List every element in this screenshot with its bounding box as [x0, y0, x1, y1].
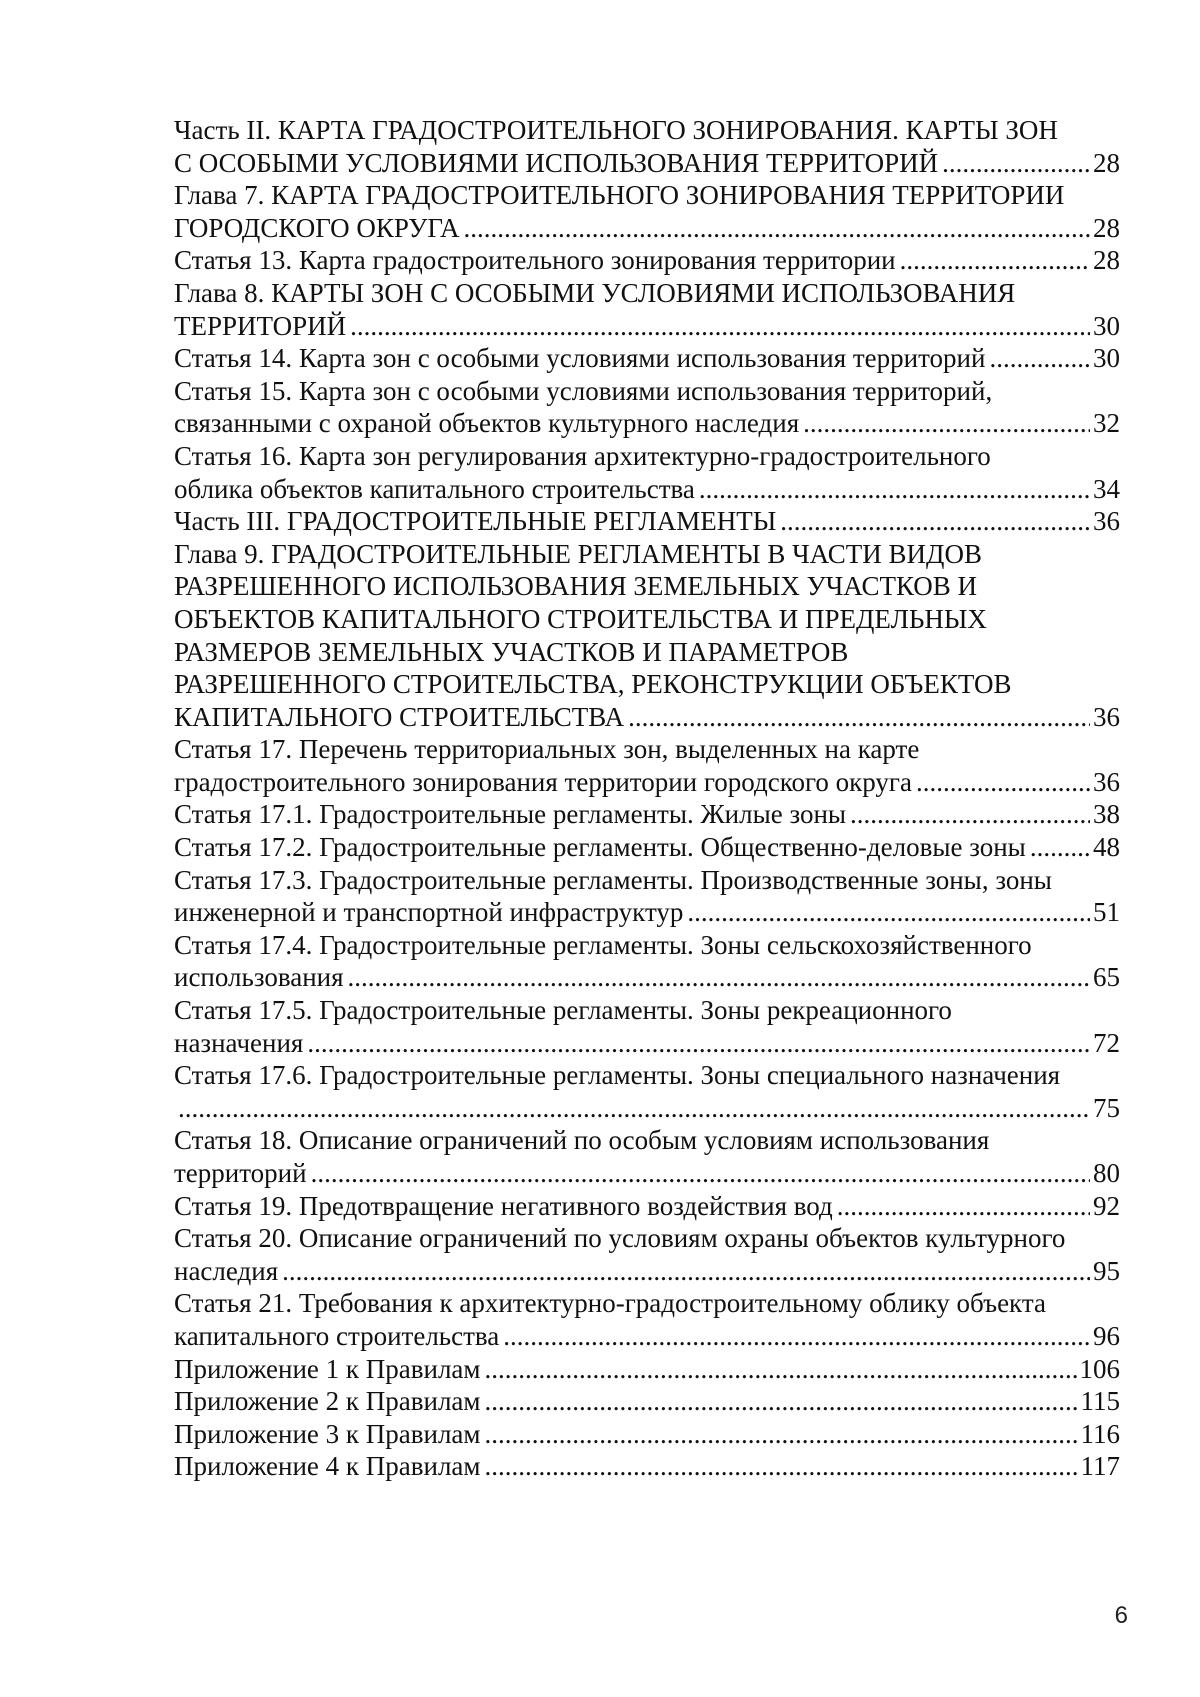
dot-leader: [485, 1418, 1078, 1451]
toc-entry-last-line: [174, 798, 1120, 831]
toc-entry[interactable]: [174, 538, 1120, 734]
toc-entry-last-line: [174, 310, 1120, 343]
toc-entry-title: Приложение 1 к Правилам: [174, 1353, 481, 1384]
dot-leader: [989, 342, 1090, 375]
toc-entry-title: Приложение 2 к Правилам: [174, 1386, 481, 1417]
toc-page-number: 96: [1093, 1320, 1120, 1351]
toc-entry[interactable]: [174, 244, 1120, 277]
toc-entry-last-line: [174, 1092, 1120, 1125]
toc-page-number: 48: [1093, 832, 1120, 863]
toc-page-number: 80: [1093, 1158, 1120, 1188]
toc-page-number: 72: [1093, 1027, 1120, 1058]
toc-entry-title: ГОРОДСКОГО ОКРУГА: [174, 212, 460, 243]
toc-entry[interactable]: [174, 864, 1120, 929]
toc-entry-line: Статья 17.4. Градостроительные регламенты. Зоны сельскохозяйственного: [174, 929, 1032, 960]
toc-entry-title: градостроительного зонирования территории городского округа: [174, 766, 912, 797]
toc-entry-title: Статья 14. Карта зон с особыми условиями использования территорий: [174, 343, 986, 374]
dot-leader: [699, 473, 1090, 506]
toc-entry-title: назначения: [174, 1027, 304, 1058]
toc-entry-last-line: [174, 212, 1120, 245]
toc-entry-title: использования: [174, 962, 344, 993]
toc-entry-title: Приложение 4 к Правилам: [174, 1451, 481, 1482]
toc-entry-line: Глава 8. КАРТЫ ЗОН С ОСОБЫМИ УСЛОВИЯМИ ИСПОЛЬЗОВАНИЯ: [174, 277, 1016, 308]
dot-leader: [485, 1353, 1077, 1386]
dot-leader: [307, 1027, 1090, 1060]
dot-leader: [485, 1450, 1078, 1483]
toc-entry-title: территорий: [174, 1158, 307, 1188]
toc-entry[interactable]: [174, 1190, 1120, 1223]
dot-leader: [1030, 831, 1090, 864]
toc-entry-last-line: [174, 407, 1120, 440]
toc-page-number: 28: [1093, 147, 1120, 178]
toc-entry-line: Статья 16. Карта зон регулирования архитектурно-градостроительного: [174, 440, 991, 471]
toc-page-number: 30: [1093, 310, 1120, 341]
toc-page-number: 28: [1093, 212, 1120, 243]
toc-entry-last-line: [174, 505, 1120, 538]
toc-entry-line: Статья 21. Требования к архитектурно-градостроительному облику объекта: [174, 1288, 1046, 1319]
toc-page-number: 36: [1093, 766, 1120, 797]
toc-entry-title: связанными с охраной объектов культурного наследия: [174, 408, 800, 439]
dot-leader: [464, 212, 1090, 245]
toc-page-number: 116: [1080, 1418, 1120, 1449]
dot-leader: [916, 766, 1090, 799]
dot-leader: [348, 961, 1090, 994]
toc-page-number: 95: [1093, 1255, 1120, 1286]
toc-entry-line: Глава 7. КАРТА ГРАДОСТРОИТЕЛЬНОГО ЗОНИРОВАНИЯ ТЕРРИТОРИИ: [174, 180, 1065, 211]
toc-entry[interactable]: [174, 733, 1120, 798]
toc-entry[interactable]: [174, 277, 1120, 342]
toc-entry-title: капитального строительства: [174, 1320, 500, 1351]
toc-entry[interactable]: [174, 375, 1120, 440]
toc-entry-line: Статья 18. Описание ограничений по особым условиям использования: [174, 1125, 990, 1156]
toc-entry-last-line: [174, 1027, 1120, 1060]
dot-leader: [282, 1255, 1090, 1288]
toc-entry-title: Статья 17.1. Градостроительные регламенты. Жилые зоны: [174, 799, 847, 830]
dot-leader: [837, 1190, 1090, 1223]
toc-entry-last-line: [174, 1320, 1120, 1353]
toc-entry-line: Статья 20. Описание ограничений по условиям охраны объектов культурного: [174, 1223, 1066, 1254]
toc-page-number: 106: [1079, 1353, 1120, 1384]
toc-page-number: 34: [1093, 473, 1120, 504]
toc-entry[interactable]: [174, 929, 1120, 994]
toc-entry[interactable]: [174, 1450, 1120, 1483]
toc-entry[interactable]: [174, 1287, 1120, 1352]
toc-entry-line: РАЗРЕШЕННОГО ИСПОЛЬЗОВАНИЯ ЗЕМЕЛЬНЫХ УЧАСТКОВ И: [174, 571, 978, 602]
toc-entry-line: Статья 17.6. Градостроительные регламенты. Зоны специального назначения: [174, 1060, 1061, 1091]
toc-entry-last-line: [174, 961, 1120, 994]
toc-entry-line: РАЗРЕШЕННОГО СТРОИТЕЛЬСТВА, РЕКОНСТРУКЦИИ ОБЪЕКТОВ: [174, 669, 1012, 700]
toc-entry[interactable]: [174, 1059, 1120, 1124]
toc-entry[interactable]: [174, 440, 1120, 505]
toc-entry-last-line: [174, 1450, 1120, 1483]
toc-entry-line: Глава 9. ГРАДОСТРОИТЕЛЬНЫЕ РЕГЛАМЕНТЫ В ЧАСТИ ВИДОВ: [174, 538, 982, 569]
toc-page-number: 65: [1093, 962, 1120, 993]
toc-entry-last-line: [174, 147, 1120, 180]
toc-entry-last-line: [174, 896, 1120, 929]
toc-entry[interactable]: [174, 994, 1120, 1059]
table-of-contents: [174, 114, 1120, 1483]
dot-leader: [687, 896, 1090, 929]
toc-entry-title: Часть III. ГРАДОСТРОИТЕЛЬНЫЕ РЕГЛАМЕНТЫ: [174, 506, 777, 537]
toc-entry[interactable]: [174, 114, 1120, 179]
toc-entry[interactable]: [174, 1353, 1120, 1386]
toc-entry-title: Статья 19. Предотвращение негативного воздействия вод: [174, 1190, 833, 1221]
toc-entry[interactable]: [174, 798, 1120, 831]
toc-page-number: 115: [1080, 1386, 1120, 1417]
toc-entry-title: Приложение 3 к Правилам: [174, 1418, 481, 1449]
dot-leader: [900, 244, 1090, 277]
toc-page-number: 92: [1093, 1190, 1120, 1221]
toc-entry-last-line: [174, 831, 1120, 864]
toc-entry-line: Часть II. КАРТА ГРАДОСТРОИТЕЛЬНОГО ЗОНИРОВАНИЯ. КАРТЫ ЗОН: [174, 115, 1058, 145]
toc-page-number: 36: [1093, 506, 1120, 537]
page-number: 6: [1114, 1602, 1128, 1629]
toc-entry-last-line: [174, 1190, 1120, 1223]
toc-page-number: 51: [1093, 897, 1120, 928]
toc-entry-title: Статья 17.2. Градостроительные регламенты. Общественно-деловые зоны: [174, 832, 1026, 863]
toc-entry[interactable]: [174, 831, 1120, 864]
toc-page-number: 38: [1093, 799, 1120, 830]
toc-page-number: 117: [1080, 1451, 1120, 1482]
dot-leader: [485, 1385, 1078, 1418]
toc-entry-last-line: [174, 1255, 1120, 1288]
toc-entry-last-line: [174, 701, 1120, 734]
dot-leader: [628, 701, 1090, 734]
toc-entry-title: наследия: [174, 1255, 279, 1286]
dot-leader: [850, 798, 1090, 831]
toc-page-number: 32: [1093, 408, 1120, 439]
toc-entry-last-line: [174, 342, 1120, 375]
toc-entry-line: ОБЪЕКТОВ КАПИТАЛЬНОГО СТРОИТЕЛЬСТВА И ПРЕДЕЛЬНЫХ: [174, 603, 987, 634]
toc-entry-title: ТЕРРИТОРИЙ: [174, 310, 347, 341]
dot-leader: [311, 1157, 1090, 1190]
toc-entry-title: облика объектов капитального строительства: [174, 473, 695, 504]
toc-entry-last-line: [174, 1418, 1120, 1451]
toc-entry-line: Статья 17.5. Градостроительные регламенты. Зоны рекреационного: [174, 995, 952, 1026]
toc-entry-line: РАЗМЕРОВ ЗЕМЕЛЬНЫХ УЧАСТКОВ И ПАРАМЕТРОВ: [174, 636, 849, 667]
toc-page-number: 75: [1093, 1092, 1120, 1123]
toc-entry-last-line: [174, 1385, 1120, 1418]
toc-entry[interactable]: [174, 505, 1120, 538]
toc-page-number: 36: [1093, 701, 1120, 732]
toc-entry[interactable]: [174, 1222, 1120, 1287]
toc-entry[interactable]: [174, 1385, 1120, 1418]
dot-leader: [178, 1092, 1090, 1125]
toc-page-number: 28: [1093, 245, 1120, 276]
toc-entry-title: Статья 13. Карта градостроительного зонирования территории: [174, 245, 896, 276]
dot-leader: [780, 505, 1090, 538]
toc-entry-line: Статья 17.3. Градостроительные регламенты. Производственные зоны, зоны: [174, 864, 1052, 895]
toc-entry-title: С ОСОБЫМИ УСЛОВИЯМИ ИСПОЛЬЗОВАНИЯ ТЕРРИТОРИЙ: [174, 147, 939, 178]
dot-leader: [350, 310, 1090, 343]
toc-entry-last-line: [174, 244, 1120, 277]
toc-entry-last-line: [174, 1157, 1120, 1190]
toc-entry-last-line: [174, 473, 1120, 506]
dot-leader: [503, 1320, 1090, 1353]
toc-entry-line: Статья 15. Карта зон с особыми условиями использования территорий,: [174, 375, 993, 406]
toc-entry[interactable]: [174, 1124, 1120, 1189]
dot-leader: [942, 147, 1090, 180]
dot-leader: [803, 407, 1090, 440]
toc-entry-title: КАПИТАЛЬНОГО СТРОИТЕЛЬСТВА: [174, 701, 625, 732]
toc-entry[interactable]: [174, 342, 1120, 375]
toc-entry-line: Статья 17. Перечень территориальных зон, выделенных на карте: [174, 734, 920, 765]
toc-entry-last-line: [174, 1353, 1120, 1386]
toc-entry-title: инженерной и транспортной инфраструктур: [174, 897, 684, 928]
toc-entry[interactable]: [174, 1418, 1120, 1451]
toc-entry[interactable]: [174, 179, 1120, 244]
toc-entry-last-line: [174, 766, 1120, 799]
toc-page-number: 30: [1093, 343, 1120, 374]
